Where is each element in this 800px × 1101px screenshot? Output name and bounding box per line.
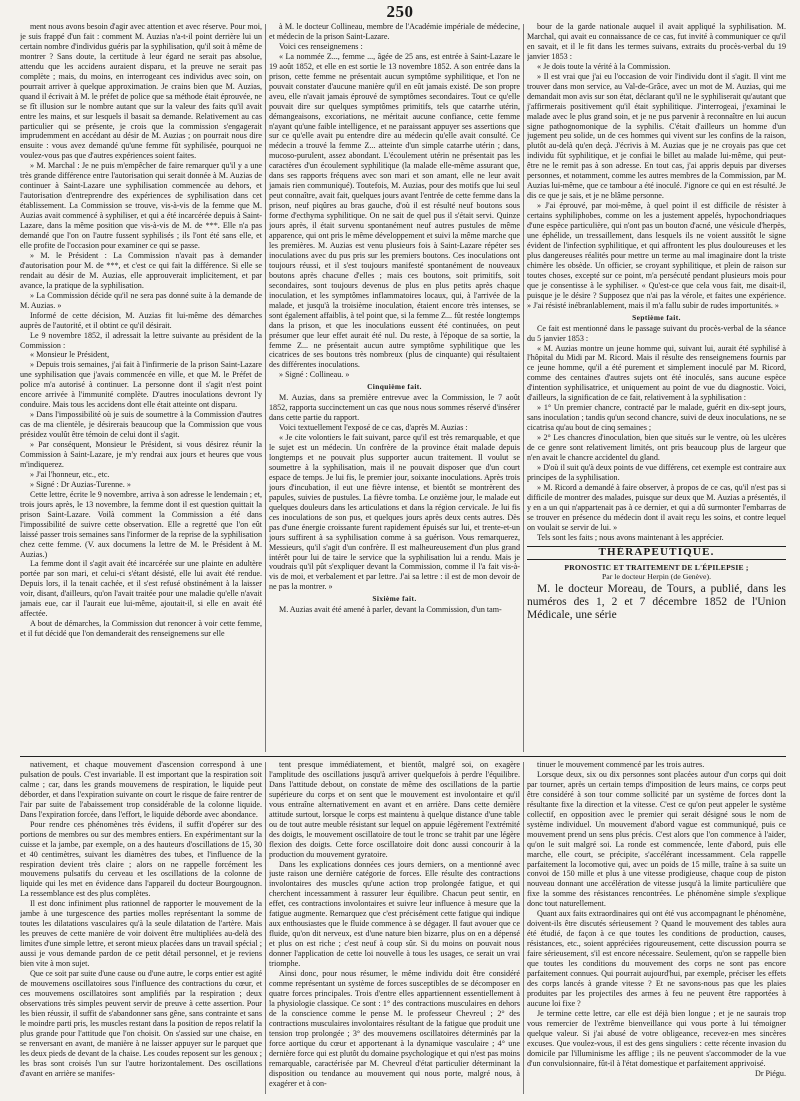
signature: Dr Piégu. [754, 1068, 786, 1078]
paragraph: bour de la garde nationale auquel il avait appliqué la syphilisation. M. Marchal, qui avait eu connaissance de ce cas, fut invité à communiquer ce qu'il en savait, et il le fit dans les termes suivans, extraits du procès-verbal du 19 janvier 1853 : [527, 22, 786, 61]
top-col3-body [527, 22, 786, 311]
horizontal-divider [20, 756, 786, 757]
paragraph: » M. le Président : La Commission n'avait pas à demander d'autorisation pour M. de ***, et c'est ce qui fait la différence. Si elle se rendait au désir de M. Auzias, elle approuverait implicitement, et par avance, la pratique de la syphilisation. [20, 250, 262, 290]
section-rule-thin [527, 559, 786, 560]
bottom-column-1 [20, 760, 262, 1096]
paragraph: M. Auzias, dans sa première entrevue avec la Commission, le 7 août 1852, rapporta succinctement un cas que nous nous sommes réservé d'insérer dans cette partie du rapport. [269, 393, 520, 423]
paragraph: Dans les explications données ces jours derniers, on a mentionné avec juste raison une dernière catégorie de forces. Elle résulte des contractions involontaires des muscles qu'une action trop prolongée fatigue, et qui cherchent incessamment à rassurer leur équilibre. Chacun peut sentir, en effet, ces contractions involontaires et suivre leur influence à mesure que la fatigue augmente. Remarquez que c'est précisément cette fatigue qui indique aux enthousiastes que le fluide commence à se dégager. Il faut avouer que ce fluide, qu'on dit nerveux, est d'une nature bien bizarre, plus on en a dépensé et plus on est riche ; c'est neuf à coup sûr. Si du moins on pouvait nous donner l'application de cette loi nouvelle à tous les usages, ce serait un vrai triomphe. [269, 859, 520, 969]
top-col1-body [20, 22, 262, 639]
paragraph: Tels sont les faits ; nous avons maintenant à les apprécier. [537, 532, 724, 542]
paragraph: « La nommée Z..., femme ..., âgée de 25 ans, est entrée à Saint-Lazare le 19 août 1852, et elle en est sortie le 13 novembre 1852. A son entrée dans la prison, cette femme ne présentait aucun symptôme syphilitique, et l'on ne pouvait constater d'aucune manière qu'il en eût jamais existé. De son propre aveu, elle n'avait jamais éprouvé de symptômes secondaires. Tout ce qu'elle pouvait dire sur quelques symptômes primitifs, tels que catarrhe utérin, démangeaisons, excoriations, ne méritait aucune confiance, cette femme n'ayant qu'une faible intelligence, et ne paraissant appuyer ses assertions que sur ce qu'elle avait pu entendre dire au médecin qu'elle avait consulté. Ce médecin a trouvé la femme Z... atteinte d'un simple catarrhe utérin ; dans, mucoso-purulent, assez abondant. L'écoulement utérin ne présentait pas les caractères d'un écoulement syphilitique (la malade elle-même assurant que, dans ses rapports fréquens avec son mari et son amant, elle ne leur avait jamais rien communiqué). Toutefois, M. Auzias, pour des motifs que lui seul peut connaître, avait fait, quelques jours avant l'entrée de cette femme dans la prison, neuf piqûres au bras gauche, d'où il est résulté neuf boutons sous forme d'ecthyma syphilitique. On ne sait de quel pus il s'était servi. Quinze jours après, il était survenu spontanément neuf autres pustules de même apparence, qui ont pris le même développement et suivi la même marche que les premières. M. Auzias est venu plusieurs fois à Saint-Lazare répéter ses inoculations avec du pus pris sur les premiers boutons. Ces inoculations ont toujours réussi, et il s'est toujours manifesté spontanément de nouveaux boutons après chacune d'elles ; mais ces boutons, soit primitifs, soit secondaires, sont toujours devenus de plus en plus petits après chaque inoculation, et les symptômes inflammatoires locaux, qui, à l'arrivée de la malade, et jusqu'à la troisième inoculation, étaient encore très intenses, se sont également affaiblis, à tel point que, si la femme Z... fût restée longtemps dans la prison, et que les inoculations eussent été continuées, on peut présumer que leur effet aurait été nul. Du reste, à l'époque de sa sortie, la femme Z... ne présentait aucun autre symptôme syphilitique que les cicatrices de ses boutons très nombreux (plus de cinquante) qui résultaient des différentes inoculations. [269, 51, 520, 370]
bottom-column-2 [269, 760, 520, 1096]
paragraph: Ainsi donc, pour nous résumer, le même individu doit être considéré comme représentant un système de forces susceptibles de se décomposer en quatre forces principales. Trois d'entre elles appartiennent essentiellement à la physiologie classique. Ce sont : 1° des contractions musculaires en dehors de la conscience comme le pense M. le professeur Chevreul ; 2° des contractions musculaires involontaires résultant de la fatigue que produit une tension trop prolongée ; 3° des mouvemens oscillatoires déterminés par la force aortique du cœur et apportenant à la dynamique vasculaire ; 4° une dernière force qui est plutôt du domaine psychologique et qui n'est pas moins remarquable, caractérisée par M. Chevreul d'état particulier déterminant la disposition ou tendance au mouvement qui nous porte, malgré nous, à exagérer et à con- [269, 969, 520, 1088]
top-column-1 [20, 22, 262, 754]
paragraph: Lorsque deux, six ou dix personnes sont placées autour d'un corps qui doit par tourner, après un certain temps d'imposition de leurs mains, ce corps peut être considéré à son tour comme sollicité par un système de forces dont la résultante fixe la direction et la vitesse. C'est ce qu'on peut appeler le système collectif, en opposition avec le premier qui serait désigné sous le nom de système individuel. Un mouvement d'abord vague est communiqué, puis ce mouvement prend un sens plus précis. C'est alors que l'on commence à l'aider, qu'on le suit malgré soi. La ronde est commencée, lente d'abord, puis elle marche, elle court, se précipite, s'accélérant incessamment. Cela rappelle parfaitement la locomotive qui, avec un poids de 15 mille, traîne à sa suite un convoi de 150 mille et plus à une vitesse prodigieuse, chaque coup de piston nouveau donnant une accélération de vitesse jusqu'à la limite particulière que fixe la somme des résistances rencontrées. Le phénomène simple s'explique donc tout naturellement. [527, 769, 786, 909]
bottom-column-3 [527, 760, 786, 1096]
paragraph: » 1° Un premier chancre, contracté par le malade, guérit en dix-sept jours, sans inoculation ; tandis qu'un second chancre, suivi de deux inoculations, ne se cicatrisa qu'au bout de cinq semaines ; [527, 403, 786, 433]
column-divider [265, 762, 266, 1094]
paragraph: Il est donc infiniment plus rationnel de rapporter le mouvement de la jambe à une turgescence des parties molles représentant la somme de toutes les dilatations vasculaires qu'à la seule dilatation de l'artère. Mais les preuves de cette manière de voir doivent être multipliées au-delà des limites d'une simple lettre, et seront mieux placées dans un travail spécial ; aussi je vous demande pardon de ce petit détail personnel, et je reviens bien vite à mon sujet. [20, 899, 262, 969]
paragraph: à M. le docteur Collineau, membre de l'Académie impériale de médecine, et médecin de la prison Saint-Lazare. [269, 22, 520, 41]
paragraph: » La Commission décide qu'il ne sera pas donné suite à la demande de M. Auzias. » [20, 290, 262, 310]
paragraph: « Monsieur le Président, [30, 350, 110, 360]
top-column-2 [269, 22, 520, 754]
paragraph: « Je dois toute la vérité à la Commission. [537, 61, 671, 71]
top-col2-body-b [269, 393, 520, 592]
paragraph: » J'ai éprouvé, par moi-même, à quel point il est difficile de résister à certains syphiliphobes, comme on les a justement appelés, hypochondriaques d'une espèce particulière, qui n'ont pas un bouton d'acné, une vésicule d'herpès, une éphélide, un tressaillement, dans lesquels ils ne voient aussitôt le signe évident de l'infection syphilitique, et qui affrontent les plus douloureuses et les plus dangereuses réalités pour mettre un terme au mal imaginaire dont la triste chimère les obsède. Un officier, se croyant syphilitique, et plein de raison sur toutes choses, excepté sur ce point, m'a persécuté pendant plusieurs mois pour que je consentisse à le syphiliser. « Qu'est-ce que cela vous fait, me disait-il, puisque je le désire ? Supposez que n'ai pas la vérole, et faites une expérience. » J'ai résisté inébranlablement, mais il m'a fallu subir de rudes importunités. » [527, 201, 786, 310]
paragraph: ment nous avons besoin d'agir avec attention et avec réserve. Pour moi, je suis frappé d'un fait : comment M. Auzias n'a-t-il point derrière lui un certain nombre d'individus guéris par la syphilisation, qu'il soit à même de montrer ? Sans doute, la certitude à leur égard ne serait pas absolue, attendu que les accidens auraient disparu, et la preuve ne serait pas complète ; mais, du moins, en interrogeant ces individus avec soin, on pourrait arriver à quelque approximation. Je crains bien que M. Auzias, quand il écrivait à M. le préfet de police que sa méthode était éprouvée, ne se fît illusion sur le nombre autant que sur la valeur des faits qu'il avait entre les mains, et sur lesquels il basait sa demande. Relativement au cas particulier qui se présente, je crois que la commission s'engagerait imprudemment en accédant au désir de M. Auzias ; on pourrait nous dire ensuite : vous avez demandé qu'une femme fût syphilisée, pourquoi ne voulez-vous pas que d'autres expériences soient faites. [20, 22, 262, 161]
column-divider [523, 762, 524, 1094]
paragraph: » Signé : Dr Auzias-Turenne. » [30, 479, 131, 489]
bottom-col3-body [527, 760, 786, 1069]
paragraph: Je termine cette lettre, car elle est déjà bien longue ; et je ne saurais trop vous remercier de l'extrême bienveillance qui vous porte à lui témoigner quelque valeur. Si j'ai abusé de votre obligeance, recevez-en mes sincères excuses. Que voulez-vous, il est des gens singuliers : cette récente invasion du domicile par l'illuminisme les afflige ; ils ne peuvent s'accommoder de la vue d'un convulsionnaire, fût-il à l'état domestique et parfaitement apprivoisé. [527, 1008, 786, 1068]
bottom-col1-body [20, 760, 262, 1079]
paragraph: » Il est vrai que j'ai eu l'occasion de voir l'individu dont il s'agit. Il vint me trouver dans mon service, au Val-de-Grâce, avec un mot de M. Auzias, qui me demandait mon avis sur son état, déclarant qu'il ne le syphiliserait qu'autant que j'affirmerais positivement qu'il était syphilitique. J'interrogeai, j'examinai le malade avec le plus grand soin, et je ne pus parvenir à reconnaître en lui aucun signe pathognomonique de la syphilis. C'était d'ailleurs un homme d'un jugement peu solide, un de ces hommes qui vivent sur les confins de la raison, plutôt au-delà qu'en deçà. J'écrivis à M. Auzias que je ne croyais pas que cet individu fût syphilitique, et je confiai le billet au malade lui-même, qui peut-être ne le remit pas à son adresse. En tout cas, j'ai appris depuis par diverses personnes, et notamment, comme les autres membres de la Commission, par M. Auzias lui-même, que ce tambour a été inoculé. J'ignore ce qui en est résulté. Je dis ce que je sais, et je ne blâme personne. [527, 71, 786, 201]
section-heading-sixth-fact: Sixième fait. [372, 594, 417, 604]
paragraph: Cette lettre, écrite le 9 novembre, arriva à son adresse le lendemain ; et, trois jours après, le 13 novembre, la femme dont il est question quittait la prison Saint-Lazare. Voilà comment la Commission a été dans l'impossibilité de suivre cette observation. Elle a regretté que l'on eût laissé passer trois semaines sans l'informer de la reprise de la syphilisation chez cette femme. (V. aux documens la lettre de M. le Président à M. Auzias.) [20, 489, 262, 559]
paragraph: Que ce soit par suite d'une cause ou d'une autre, le corps entier est agité de mouvemens oscillatoires sous l'influence des contractions du cœur, et ces mouvemens oscillatoires sont amplifiés par la respiration ; deux observations très simples peuvent servir de preuve à cette assertion. Pour les bien réussir, il suffit de s'abandonner sans gêne, sans contrainte et sans le moindre parti pris, les muscles restant dans la position de repos relatif la plus grande pour l'attitude que l'on choisit. On s'assied sur une chaise, en se renversant en avant, de manière à ne laisser appuyer sur le parquet que les deux pieds de devant de la chaise. Les coudes reposent sur les genoux ; les bras sont croisés l'un sur l'autre horizontalement. Des oscillations d'avant en arrière se manifes- [20, 969, 262, 1078]
paragraph: » 2° Les chancres d'inoculation, bien que situés sur le ventre, où les ulcères de ce genre sont relativement limités, ont pris beaucoup plus de largeur que n'en avait le chancre accidentel du gland. [527, 433, 786, 462]
paragraph: Quant aux faits extraordinaires qui ont été vus accompagnant le phénomène, doivent-ils être discutés sérieusement ? Quand le mouvement des tables aura été étudié, de façon à ce que toutes les conditions de production, causes, résistances, etc., soient appréciées rigoureusement, cette discussion pourra se faire sérieusement, s'il est encore nécessaire. Seulement, qu'on se rappelle bien que toutes les conditions du mouvement des corps ne sont pas encore parfaitement connues. Qui pourrait aujourd'hui, par exemple, préciser les effets des corps lancés à grande vitesse ? Et ne savons-nous pas que les plaies produites par les projectiles des armes à feu ne peuvent être rapportées à aucune loi fixe ? [527, 909, 786, 1008]
paragraph: « Je cite volontiers le fait suivant, parce qu'il est très remarquable, et que le sujet est un médecin. Un confrère de la province était malade depuis longtemps et ne pouvait plus supporter aucun traitement. Il voulut se soumettre à la syphilisation, mais il ne pouvait disposer que d'un court espace de temps. Je lui fis, le premier jour, soixante inoculations. Après trois jours d'incubation, il eut une fièvre intense, et bientôt se montrèrent des papules, suivies de pustules. La fièvre tomba. Le onzième jour, le malade eut quelques douleurs dans les articulations et dans la région cervicale. Je lui fis ces inoculations de son pus, et quelques jours après deux cents autres. Dès pas d'une énergie croissante furent rapidement épuisés sur lui, et trente-et-un jours suffirent à sa syphilisation comme à sa guérison. Vous remarquerez, Messieurs, qu'il s'agit d'un confrère. Il est malheureusement d'un plus grand intérêt pour lui de taire le service que la syphilisation lui a rendu. Mais je voudrais qu'il pût s'expliquer devant la Commission, comme il l'a fait vis-à-vis de moi, et verbalement et par lettre. J'ai sa lettre : il est de mon devoir de ne pas la montrer. » [269, 433, 520, 592]
paragraph: » Par conséquent, Monsieur le Président, si vous désirez réunir la Commission à Saint-Lazare, je m'y rendrai aux jours et heures que vous m'indiquerez. [20, 440, 262, 469]
paragraph: tent presque immédiatement, et bientôt, malgré soi, on exagère l'amplitude des oscillations jusqu'à arriver quelquefois à perdre l'équilibre. Dans l'attitude debout, on constate de même des oscillations de la partie supérieure du corps et on sent que le mouvement est involontaire et qu'il vous entraîne alternativement en avant et en arrière. Dans cette dernière attitude surtout, lorsque le corps est maintenu à quelque distance d'une table ou de tout autre meuble résistant sur lequel on appuie légèrement l'extrémité des doigts, le mouvement oscillatoire de tout le tronc se trahit par une légère flexion des doigts. Cette force oscillatoire doit donc aussi concourir à la production du mouvement gyratoire. [269, 760, 520, 859]
article-author: Par le docteur Herpin (de Genève). [601, 572, 712, 582]
paragraph: nativement, et chaque mouvement d'ascension correspond à une pulsation de pouls. C'est invariable. Il est important que la respiration soit calme ; car, dans les grands mouvemens de respiration, le liquide peut déborder, et dans l'expiration suivante on court le risque de faire rentrer de l'air par suite de l'abaissement trop considérable de la colonne liquide. Dans l'expiration forcée, dans l'effort, le liquide déborde avec abondance. [20, 760, 262, 819]
paragraph: Pour rendre ces phénomènes très évidens, il suffit d'opérer sur des portions de membres ou sur des membres entiers. En expérimentant sur la cuisse et la jambe, par exemple, on a des hauteurs d'oscillations de 15, 30 et 40 centimètres, suivant les diamètres des tubes, et l'influence de la respiration devient très claire ; alors on ne rappelle forcément les mouvemens pulsatifs du cerveau et les oscillations de la colonne de liquide qui les met en évidence dans l'appareil du docteur Bourgougnon. La ressemblance est des plus complètes. [20, 819, 262, 899]
page-number: 250 [386, 2, 414, 21]
paragraph: » J'ai l'honneur, etc., etc. [30, 469, 110, 479]
paragraph: La femme dont il s'agit avait été incarcérée sur une plainte en adultère portée par son mari, et celui-ci s'étant désisté, elle lui avait été rendue. Depuis lors, il la tenait cachée, et il s'est refusé obstinément à la laisser voir, disant, d'ailleurs, qu'on l'avait traitée pour une maladie qu'elle n'avait jamais eue, car il l'aurait eue lui-même, ajoutait-il, si elle en avait été affectée. [20, 559, 262, 619]
paragraph: » M. Marchal : Je ne puis m'empêcher de faire remarquer qu'il y a une très grande différence entre l'autorisation qui serait donnée à M. Auzias de continuer à Saint-Lazare une syphilisation commencée au dehors, et l'autorisation d'entreprendre des expériences de syphilisation dans cet établissement. La Commission se trouve, vis-à-vis de la femme que M. Auzias avait commencé à syphiliser, et qui a été incarcérée depuis à Saint-Lazare, dans la même position que vis-à-vis de M. de ***. Elle n'a pas demandé que l'on on l'autre fussent syphilisés ; ils l'ont été sans elle, et elle profite de l'occasion pour examiner ce qui se passe. [20, 161, 262, 250]
paragraph: » Signé : Collineau. » [279, 370, 350, 380]
top-column-3 [527, 22, 786, 754]
paragraph: M. Auzias avait été amené à parler, devant la Commission, d'un tam- [279, 605, 502, 615]
paragraph: Le 9 novembre 1852, il adressait la lettre suivante au président de la Commission : [20, 330, 262, 350]
paragraph: Voici textuellement l'exposé de ce cas, d'après M. Auzias : [279, 423, 468, 433]
paragraph: tinuer le mouvement commencé par les trois autres. [537, 760, 705, 769]
section-heading-seventh-fact: Septième fait. [632, 312, 681, 322]
top-col2-body-c [269, 605, 520, 615]
paragraph: » Depuis trois semaines, j'ai fait à l'infirmerie de la prison Saint-Lazare une syphilisation que j'avais commencée en ville, et que M. le Préfet de police m'a autorisé à continuer. La personne dont il s'agit n'est point encore arrivée à l'immunité complète. D'autres inoculations devront l'y conduire. Mais tous les accidens dont elle était atteinte ont disparu. [20, 360, 262, 410]
top-col3-body-b [527, 324, 786, 543]
paragraph: Voici ces renseignemens : [279, 41, 363, 51]
section-title-therapeutique: THÉRAPEUTIQUE. [598, 545, 715, 558]
column-divider [265, 24, 266, 752]
bottom-col2-body [269, 760, 520, 1088]
paragraph: » Dans l'impossibilité où je suis de soumettre à la Commission d'autres cas de ma clientèle, je désirerais beaucoup que la Commission que vous présidez voulût être témoin de celui dont il s'agit. [20, 410, 262, 440]
paragraph: A bout de démarches, la Commission dut renoncer à voir cette femme, et il fut décidé que l'on demanderait des renseignemens sur elle [20, 619, 262, 639]
article-title: PRONOSTIC ET TRAITEMENT DE L'ÉPILEPSIE ; [564, 562, 749, 572]
column-divider [523, 24, 524, 752]
paragraph: Ce fait est mentionné dans le passage suivant du procès-verbal de la séance du 5 janvier 1853 : [527, 323, 786, 343]
top-col2-body [269, 22, 520, 380]
paragraph: » D'où il suit qu'à deux points de vue différens, cet exemple est contraire aux principes de la syphilisation. [527, 462, 786, 482]
paragraph: Informé de cette décision, M. Auzias fit lui-même des démarches auprès de l'autorité, et il obtint ce qu'il désirait. [20, 310, 262, 330]
paragraph: » M. Ricord a demandé à faire observer, à propos de ce cas, qu'il n'est pas si difficile de montrer des malades, puisque sur deux que M. Auzias a présentés, il y en a un qui n'appartenait pas à ce dernier, et qui a dû surmonter l'embarras de se trouver en présence du médecin dont il avait reçu les soins, et contre lequel on voulait se servir de lui. » [527, 482, 786, 532]
article-lead: M. le docteur Moreau, de Tours, a publié, dans les numéros des 1, 2 et 7 décembre 1852 de l'Union Médicale, une série [527, 583, 786, 622]
section-heading-fifth-fact: Cinquième fait. [367, 382, 422, 392]
paragraph: « M. Auzias montre un jeune homme qui, suivant lui, aurait été syphilisé à l'hôpital du Midi par M. Ricord. Mais il résulte des renseignemens fournis par ce jeune homme, qu'il a été purement et simplement inoculé par M. Ricord, comme des centaines d'autres sujets ont été inoculés, sans aucune espèce d'intention syphilisatrice, et uniquement au point de vue du diagnostic. Voici, d'ailleurs, la signification de ce fait, relativement à la syphilisation : [527, 343, 786, 403]
